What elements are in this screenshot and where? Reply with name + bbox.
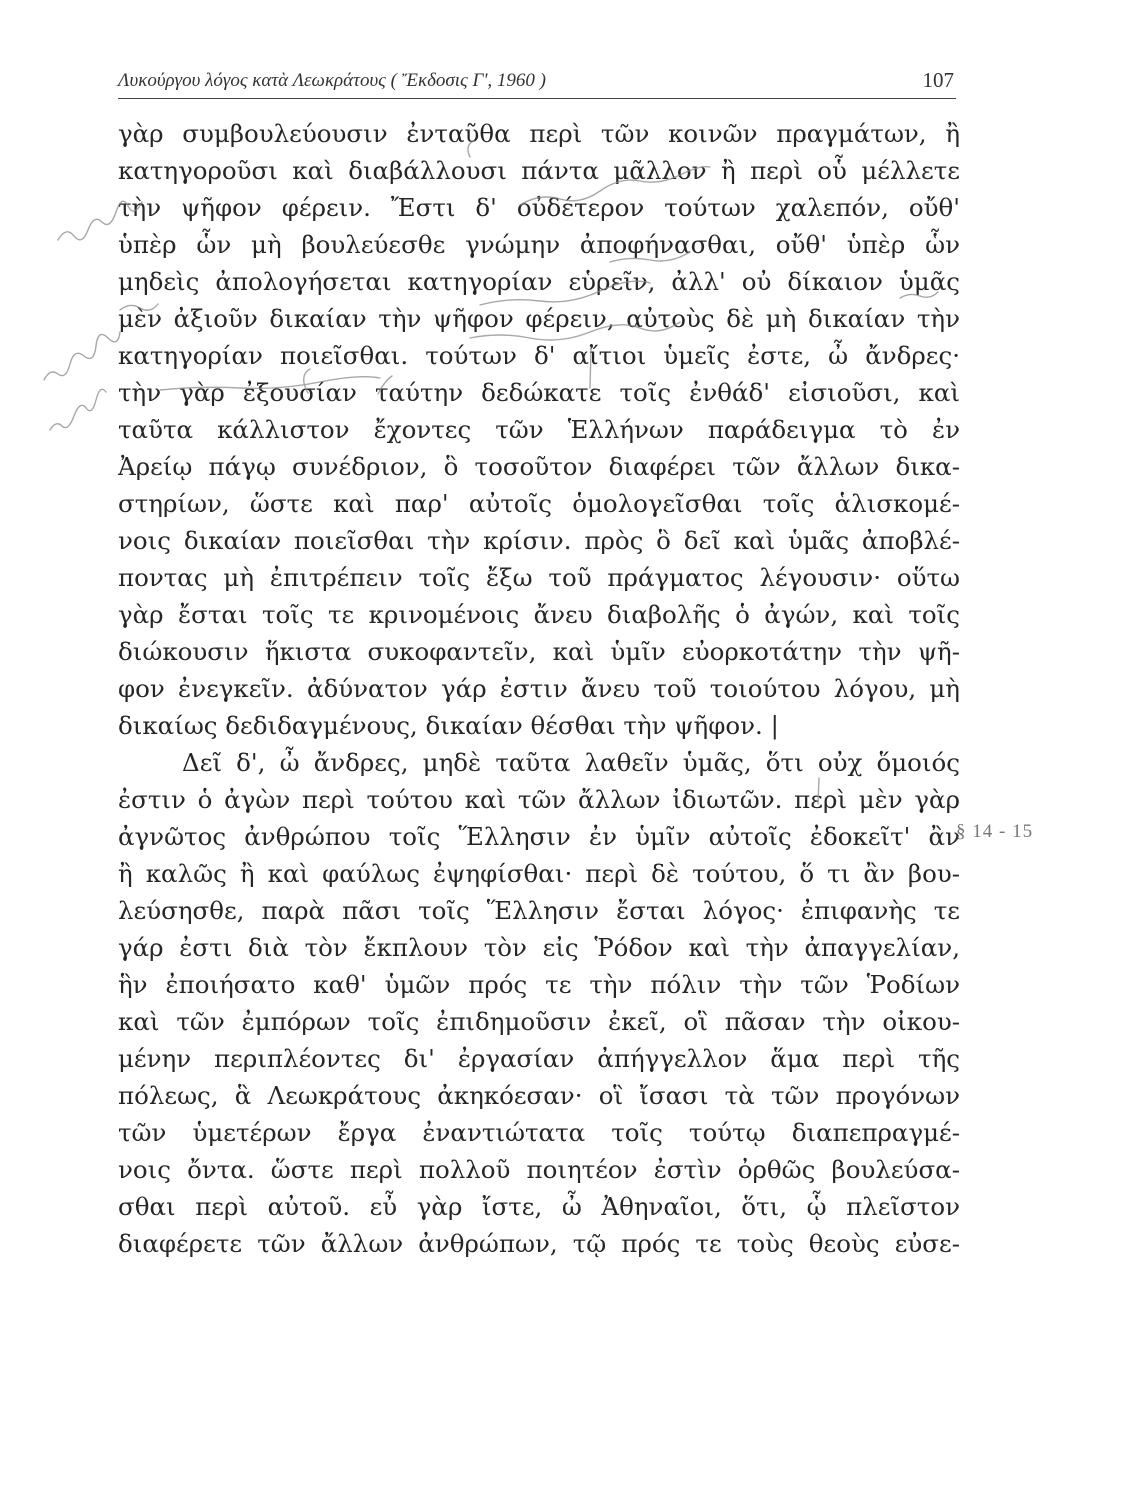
text-line: ταῦτα κάλλιστον ἔχοντες τῶν Ἑλλήνων παράδειγμα τὸ ἐν (118, 415, 960, 444)
text-line: ποντας μὴ ἐπιτρέπειν τοῖς ἔξω τοῦ πράγματος λέγουσιν· οὕτω (118, 563, 960, 592)
text-line: μὲν ἀξιοῦν δικαίαν τὴν ψῆφον φέρειν, αὐτοὺς δὲ μὴ δικαίαν τὴν (118, 304, 960, 333)
text-line: μηδεὶς ἀπολογήσεται κατηγορίαν εὑρεῖν, ἀλλ' οὐ δίκαιον ὑμᾶς (118, 267, 960, 296)
text-line: ἀγνῶτος ἀνθρώπου τοῖς Ἕλλησιν ἐν ὑμῖν αὐτοῖς ἐδοκεῖτ' ἂν (118, 822, 960, 851)
text-line: τῶν ὑμετέρων ἔργα ἐναντιώτατα τοῖς τούτῳ διαπεπραγμέ- (118, 1118, 960, 1147)
body-text (118, 115, 968, 1262)
text-line: πόλεως, ἃ Λεωκράτους ἀκηκόεσαν· οἳ ἴσασι τὰ τῶν προγόνων (118, 1081, 960, 1110)
text-line: μένην περιπλέοντες δι' ἐργασίαν ἀπήγγελλον ἅμα περὶ τῆς (118, 1044, 960, 1073)
text-line: ἐστιν ὁ ἀγὼν περὶ τούτου καὶ τῶν ἄλλων ἰδιωτῶν. περὶ μὲν γὰρ (118, 785, 960, 814)
text-line: ἣν ἐποιήσατο καθ' ὑμῶν πρός τε τὴν πόλιν τὴν τῶν Ῥοδίων (118, 970, 960, 999)
text-line: γάρ ἐστι διὰ τὸν ἔκπλουν τὸν εἰς Ῥόδον καὶ τὴν ἀπαγγελίαν, (118, 933, 960, 962)
text-line: Ἀρείῳ πάγῳ συνέδριον, ὃ τοσοῦτον διαφέρει τῶν ἄλλων δικα- (118, 452, 960, 481)
text-line: ὑπὲρ ὧν μὴ βουλεύεσθε γνώμην ἀποφήνασθαι, οὔθ' ὑπὲρ ὧν (118, 230, 960, 259)
text-line: καὶ τῶν ἐμπόρων τοῖς ἐπιδημοῦσιν ἐκεῖ, οἳ πᾶσαν τὴν οἰκου- (118, 1007, 960, 1036)
text-line: στηρίων, ὥστε καὶ παρ' αὐτοῖς ὁμολογεῖσθαι τοῖς ἁλισκομέ- (118, 489, 960, 518)
text-line: διώκουσιν ἥκιστα συκοφαντεῖν, καὶ ὑμῖν εὐορκοτάτην τὴν ψῆ- (118, 637, 960, 666)
text-line: Δεῖ δ', ὦ ἄνδρες, μηδὲ ταῦτα λαθεῖν ὑμᾶς, ὅτι οὐχ ὅμοιός (182, 748, 960, 777)
text-line: διαφέρετε τῶν ἄλλων ἀνθρώπων, τῷ πρός τε τοὺς θεοὺς εὐσε- (118, 1229, 960, 1258)
running-head: Λυκούργου λόγος κατὰ Λεωκράτους ( Ἔκδοσις Γ', 1960 ) (118, 70, 546, 91)
page-number: 107 (922, 68, 954, 92)
text-line: τὴν ψῆφον φέρειν. Ἔστι δ' οὐδέτερον τούτων χαλεπόν, οὔθ' (118, 193, 960, 222)
text-line: γὰρ ἔσται τοῖς τε κρινομένοις ἄνευ διαβολῆς ὁ ἀγών, καὶ τοῖς (118, 600, 960, 629)
text-line: νοις δικαίαν ποιεῖσθαι τὴν κρίσιν. πρὸς ὃ δεῖ καὶ ὑμᾶς ἀποβλέ- (118, 526, 960, 555)
text-line: τὴν γὰρ ἐξουσίαν ταύτην δεδώκατε τοῖς ἐνθάδ' εἰσιοῦσι, καὶ (118, 378, 960, 407)
text-line: δικαίως δεδιδαγμένους, δικαίαν θέσθαι τὴν ψῆφον. | (118, 711, 779, 740)
text-line: κατηγορίαν ποιεῖσθαι. τούτων δ' αἴτιοι ὑμεῖς ἐστε, ὦ ἄνδρες· (118, 341, 960, 370)
text-line: σθαι περὶ αὐτοῦ. εὖ γὰρ ἴστε, ὦ Ἀθηναῖοι, ὅτι, ᾧ πλεῖστον (118, 1192, 960, 1221)
text-line: ἢ καλῶς ἢ καὶ φαύλως ἐψηφίσθαι· περὶ δὲ τούτου, ὅ τι ἂν βου- (118, 859, 960, 888)
page-header (118, 66, 956, 99)
text-line: γὰρ συμβουλεύουσιν ἐνταῦθα περὶ τῶν κοινῶν πραγμάτων, ἢ (118, 119, 960, 148)
text-line: λεύσησθε, παρὰ πᾶσι τοῖς Ἕλλησιν ἔσται λόγος· ἐπιφανὴς τε (118, 896, 960, 925)
text-line: κατηγοροῦσι καὶ διαβάλλουσι πάντα μᾶλλον ἢ περὶ οὗ μέλλετε (118, 156, 960, 185)
text-line: νοις ὄντα. ὥστε περὶ πολλοῦ ποιητέον ἐστὶν ὀρθῶς βουλεύσα- (118, 1155, 960, 1184)
text-line: φον ἐνεγκεῖν. ἀδύνατον γάρ ἐστιν ἄνευ τοῦ τοιούτου λόγου, μὴ (118, 674, 960, 703)
section-reference: § 14 - 15 (956, 821, 1034, 842)
